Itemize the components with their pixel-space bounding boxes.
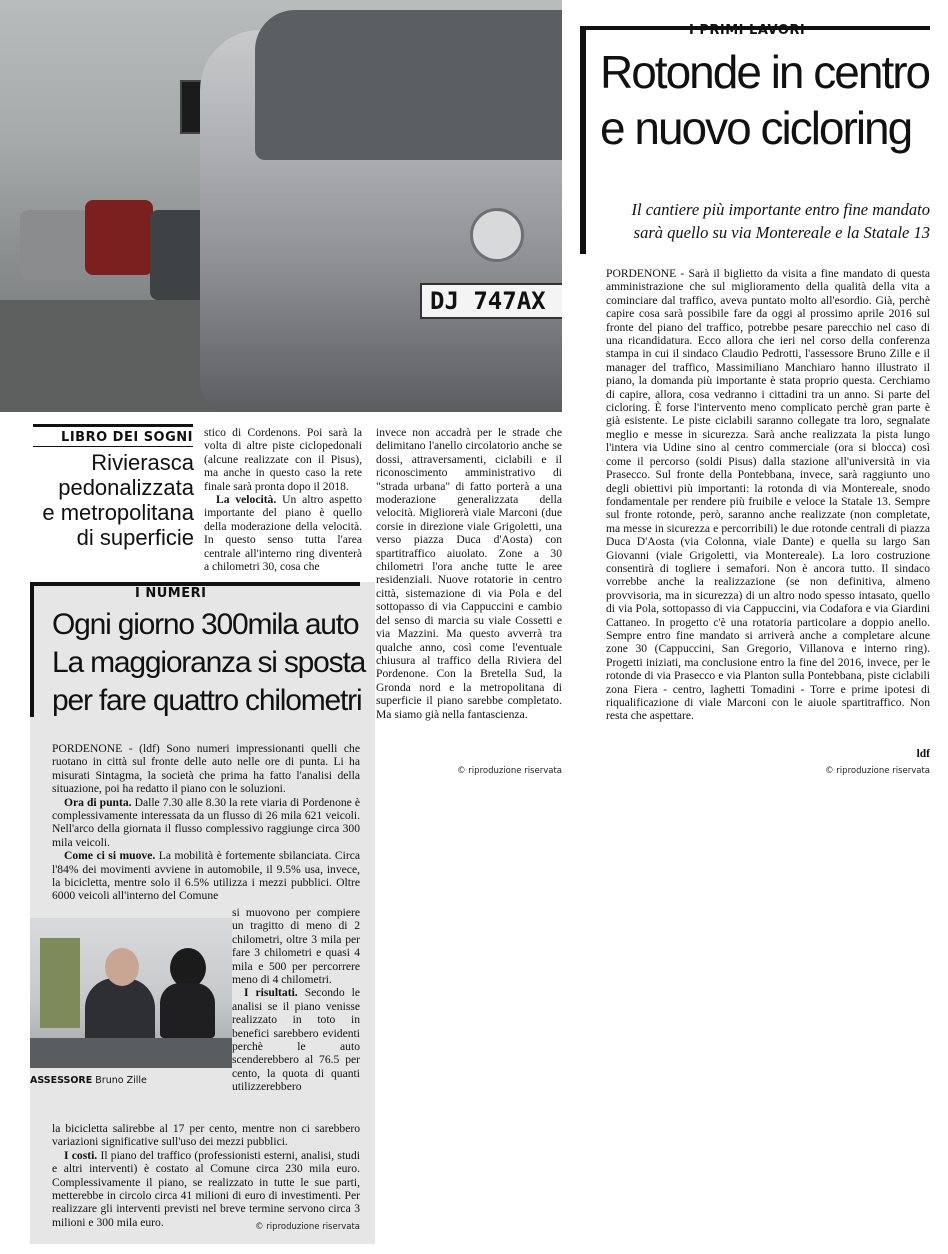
photo-caption: ASSESSORE Bruno Zille [30, 1075, 147, 1086]
assessore-photo [30, 918, 232, 1068]
column-3-text: invece non accadrà per le strade che delimitano l'anello circolatorio anche se dossi, attraversamenti, ciclabili e il riconoscimento amministrativo di "strada urbana" di fatto porterà a una moderazione generalizzata della velocità. Migliorerà viale Marconi (due corsie in direzione viale Grigoletti, una verso piazza Duca d'Aosta) con spartitraffico aiuolato. Zone a 30 chilometri l'ora anche tutte le aree residenziali. Nuove rotatorie in centro città, sistemazione di via Pola e del sottopasso di via Cappuccini e cambio del senso di marcia su viale Cossetti e via Mazzini. Ma questo avverrà tra qualche anno, così come l'eventuale chiusura al traffico della Riviera del Pordenone. Con la Bretella Sud, la Gronda nord e la metropolitana di superficie il piano sarebbe completato. Ma siamo già nella fantascienza. [376, 426, 562, 721]
traffic-photo [0, 0, 562, 412]
credit-numeri: © riproduzione riservata [255, 1222, 360, 1232]
sidebar-kicker: LIBRO DEI SOGNI [61, 430, 193, 445]
main-rule-vertical [580, 26, 586, 254]
main-headline: Rotonde in centro e nuovo cicloring [600, 46, 930, 154]
numeri-text: PORDENONE - (ldf) Sono numeri impressionanti quelli che ruotano in città sul fronte delle auto nelle ore di punta. Li ha misurati Sintagma, la società che prima ha fatto l'analisi della situazione, poi ha redatto il piano con le soluzioni. Ora di punta. Dalle 7.30 alle 8.30 la rete viaria di Pordenone è complessivamente interessata da un flusso di 26 mila 621 veicoli. Nell'arco della giornata il flusso complessivo raggiunge circa 300 mila veicoli. Come ci si muove. La mobilità è fortemente sbilanciata. Circa l'84% dei movimenti avviene in automobile, il 9.5% usa, invece, la bicicletta, mentre solo il 6.5% utilizza i mezzi pubblici. Oltre 6000 veicoli all'interno del Comune [52, 742, 361, 903]
vw-logo [470, 208, 524, 262]
column-2-text: stico di Cordenons. Poi sarà la volta di altre piste ciclopedonali (alcune realizzate con il Pisus), ma anche in questo caso la rete finale sarà pronta dopo il 2018. La velocità. Un altro aspetto importante del piano è quello della moderazione della velocità. In questo senso tutta l'area centrale all'interno ring diventerà a chilometri 30, cosa che [204, 426, 363, 574]
numeri-kicker: I NUMERI [135, 586, 207, 601]
main-kicker: I PRIMI LAVORI [689, 23, 806, 38]
numeri-text-bottom: la bicicletta salirebbe al 17 per cento, mentre non ci sarebbero variazioni significative sull'uso dei mezzi pubblici. I costi. Il piano del traffico (professionisti esterni, analisi, studi e altri interventi) è costato al Comune circa 230 mila euro. Complessivamente il piano, se realizzato in tutte le sue parti, metterebbe in circolo circa 41 milioni di euro di investimenti. Per realizzare gli interventi previsti nel breve termine servono circa 3 milioni e 300 mila euro. [52, 1122, 360, 1229]
sidebar-title: Rivierasca pedonalizzata e metropolitana di superficie [42, 450, 194, 550]
credit-main: © riproduzione riservata [825, 766, 930, 776]
license-plate: DJ 747AX [420, 283, 562, 319]
main-signature: ldf [916, 748, 930, 760]
sidebar-rule [33, 424, 193, 427]
credit-col3: © riproduzione riservata [457, 766, 562, 776]
numeri-headline: Ogni giorno 300mila auto La maggioranza si sposta per fare quattro chilometri [52, 608, 366, 717]
main-subhead: Il cantiere più importante entro fine mandato sarà quello su via Montereale e la Statale 13 [631, 200, 930, 242]
main-body: PORDENONE - Sarà il biglietto da visita a fine mandato di questa amministrazione che sul miglioramento della qualità della vita a cominciare dal traffico, aveva puntato molto all'esordio. Già, perchè capire cosa sarà possibile fare da oggi al prossimo aprile 2016 sul fronte del piano del traffico, potrebbe pesare parecchio nel caso di una ricandidatura. Ecco allora che ieri nel corso della conferenza stampa in cui il sindaco Claudio Pedrotti, l'assessore Bruno Zille e il manager del traffico, Massimiliano Manchiaro hanno illustrato il piano, la domanda più importante è stata proprio questa. Cerchiamo di capire, allora, cosa vedranno i cittadini tra un anno. Si parte del cicloring. È forse l'intervento meno complicato perchè gran parte è già esistente. Le piste ciclabili saranno collegate tra loro, segnalate meglio e messe in sicurezza. Sarà anche realizzata la pista lungo l'intera via Udine sino al centro commerciale (ora si blocca) così come il percorso (soldi Pisus) dalla stazione all'università in via Prasecco. Sul fronte della Pontebbana, invece, sarà raggiunto uno degli obiettivi più importanti: la rotonda di via Montereale, snodo fondamentale per rendere più fruibile e veloce la Statale 13. Sempre sul fronte rotonde, però, saranno anche realizzate (non completate, ma messe in sicurezza e percorribili) le due rotonde centrali di piazza Duca D'Aosta (via Colonna, viale Dante) e quella su largo San Giovanni (viale Grigoletti, via Montereale). La loro costruzione consentirà di togliere i semafori. Non è ancora tutto. Il sindaco vorrebbe anche la realizzazione (se non definitiva, almeno provvisoria, ma in sicurezza) di un altro nodo spesso intasato, quello di via Pola, sottopasso di via Cappuccini, via Codafora e via Giardini Cattaneo. In progetto c'è una rotatoria particolare a doppio anello. Sempre entro fine mandato si arriverà anche a completare alcune zone 30 (Cappuccini, San Gregorio, Villanova e interno ring). Progetti iniziati, ma conclusione entro la fine del 2016, invece, per le rotonde di via Prasecco e via Planton sulla Pontebbana, piste ciclabili zona Fiera - centro, laghetti Tomadini - Torre e prime ipotesi di riqualificazione di viale Marconi con le aiuole spartitraffico. Non resta che aspettare. [606, 267, 930, 723]
numeri-text-right: si muovono per compiere un tragitto di meno di 2 chilometri, oltre 3 mila per fare 3 chilometri e quasi 4 mila e 500 per percorrere meno di 4 chilometri. I risultati. Secondo le analisi se il piano venisse realizzato in toto in benefici sarebbero evidenti perchè le auto scenderebbero al 76.5 per cento, la quota di quanti utilizzerebbero [232, 906, 360, 1094]
